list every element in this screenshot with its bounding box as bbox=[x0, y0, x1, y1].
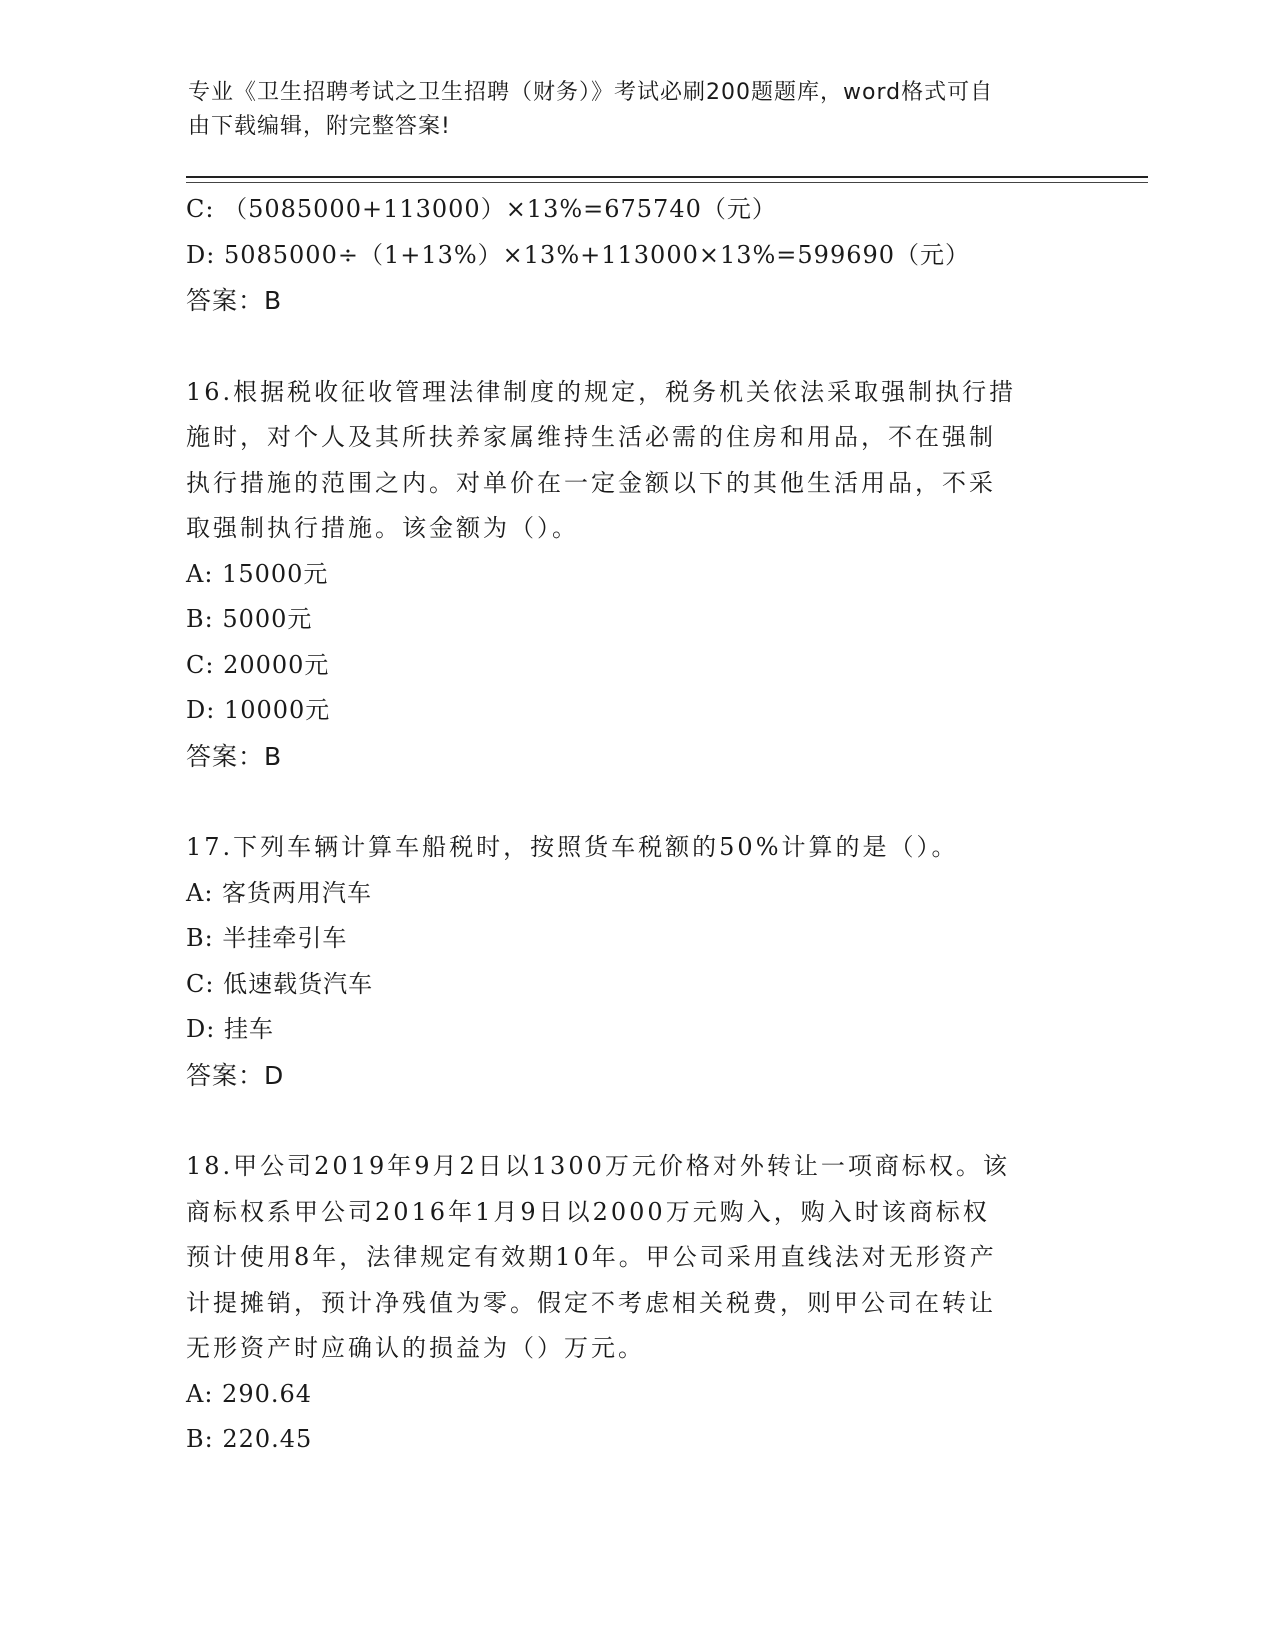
header-line-1: 专业《卫生招聘考试之卫生招聘（财务）》考试必刷200题题库，word格式可自 bbox=[188, 80, 994, 105]
option-b: B: 220.45 bbox=[186, 1425, 313, 1453]
option-b: B: 半挂牵引车 bbox=[186, 924, 348, 952]
header-divider-thin bbox=[186, 182, 1148, 183]
question-text-line: 计提摊销，预计净残值为零。假定不考虑相关税费，则甲公司在转让 bbox=[186, 1288, 996, 1317]
answer-line: 答案：B bbox=[186, 741, 283, 771]
answer-line: 答案：B bbox=[186, 286, 283, 315]
header-divider-thick bbox=[186, 176, 1148, 178]
question-text-line: 无形资产时应确认的损益为（）万元。 bbox=[186, 1334, 645, 1362]
option-a: A: 290.64 bbox=[186, 1379, 313, 1408]
question-text-line: 18.甲公司2019年9月2日以1300万元价格对外转让一项商标权。该 bbox=[186, 1152, 1010, 1180]
question-text-line: 执行措施的范围之内。对单价在一定金额以下的其他生活用品，不采 bbox=[186, 468, 996, 497]
option-d: D: 5085000÷（1+13%）×13%+113000×13%=599690（元） bbox=[186, 240, 971, 269]
question-18 bbox=[186, 1144, 1086, 1463]
option-d: D: 10000元 bbox=[186, 696, 331, 724]
question-text-line: 施时，对个人及其所扶养家属维持生活必需的住房和用品，不在强制 bbox=[186, 423, 996, 451]
option-a: A: 客货两用汽车 bbox=[186, 878, 373, 907]
answer-line: 答案：D bbox=[186, 1060, 285, 1090]
option-c: C: 20000元 bbox=[186, 650, 330, 679]
question-text-line: 16.根据税收征收管理法律制度的规定，税务机关依法采取强制执行措 bbox=[186, 377, 1017, 406]
question-text-line: 17.下列车辆计算车船税时，按照货车税额的50%计算的是（）。 bbox=[186, 833, 959, 861]
question-text-line: 商标权系甲公司2016年1月9日以2000万元购入，购入时该商标权 bbox=[186, 1197, 990, 1226]
option-b: B: 5000元 bbox=[186, 605, 313, 633]
document-header bbox=[188, 76, 1068, 144]
question-text-line: 预计使用8年，法律规定有效期10年。甲公司采用直线法对无形资产 bbox=[186, 1243, 997, 1271]
header-line-2: 由下载编辑，附完整答案! bbox=[188, 114, 451, 139]
option-c: C: （5085000+113000）×13%=675740（元） bbox=[186, 195, 777, 223]
option-d: D: 挂车 bbox=[186, 1015, 274, 1043]
spacer bbox=[186, 1098, 1086, 1144]
question-16 bbox=[186, 370, 1086, 780]
question-text-line: 取强制执行措施。该金额为（）。 bbox=[186, 514, 579, 542]
previous-question-tail bbox=[186, 187, 1086, 324]
spacer bbox=[186, 779, 1086, 825]
question-17 bbox=[186, 825, 1086, 1098]
spacer bbox=[186, 324, 1086, 370]
option-a: A: 15000元 bbox=[186, 559, 329, 588]
option-c: C: 低速载货汽车 bbox=[186, 969, 374, 998]
document-body bbox=[186, 187, 1086, 1463]
